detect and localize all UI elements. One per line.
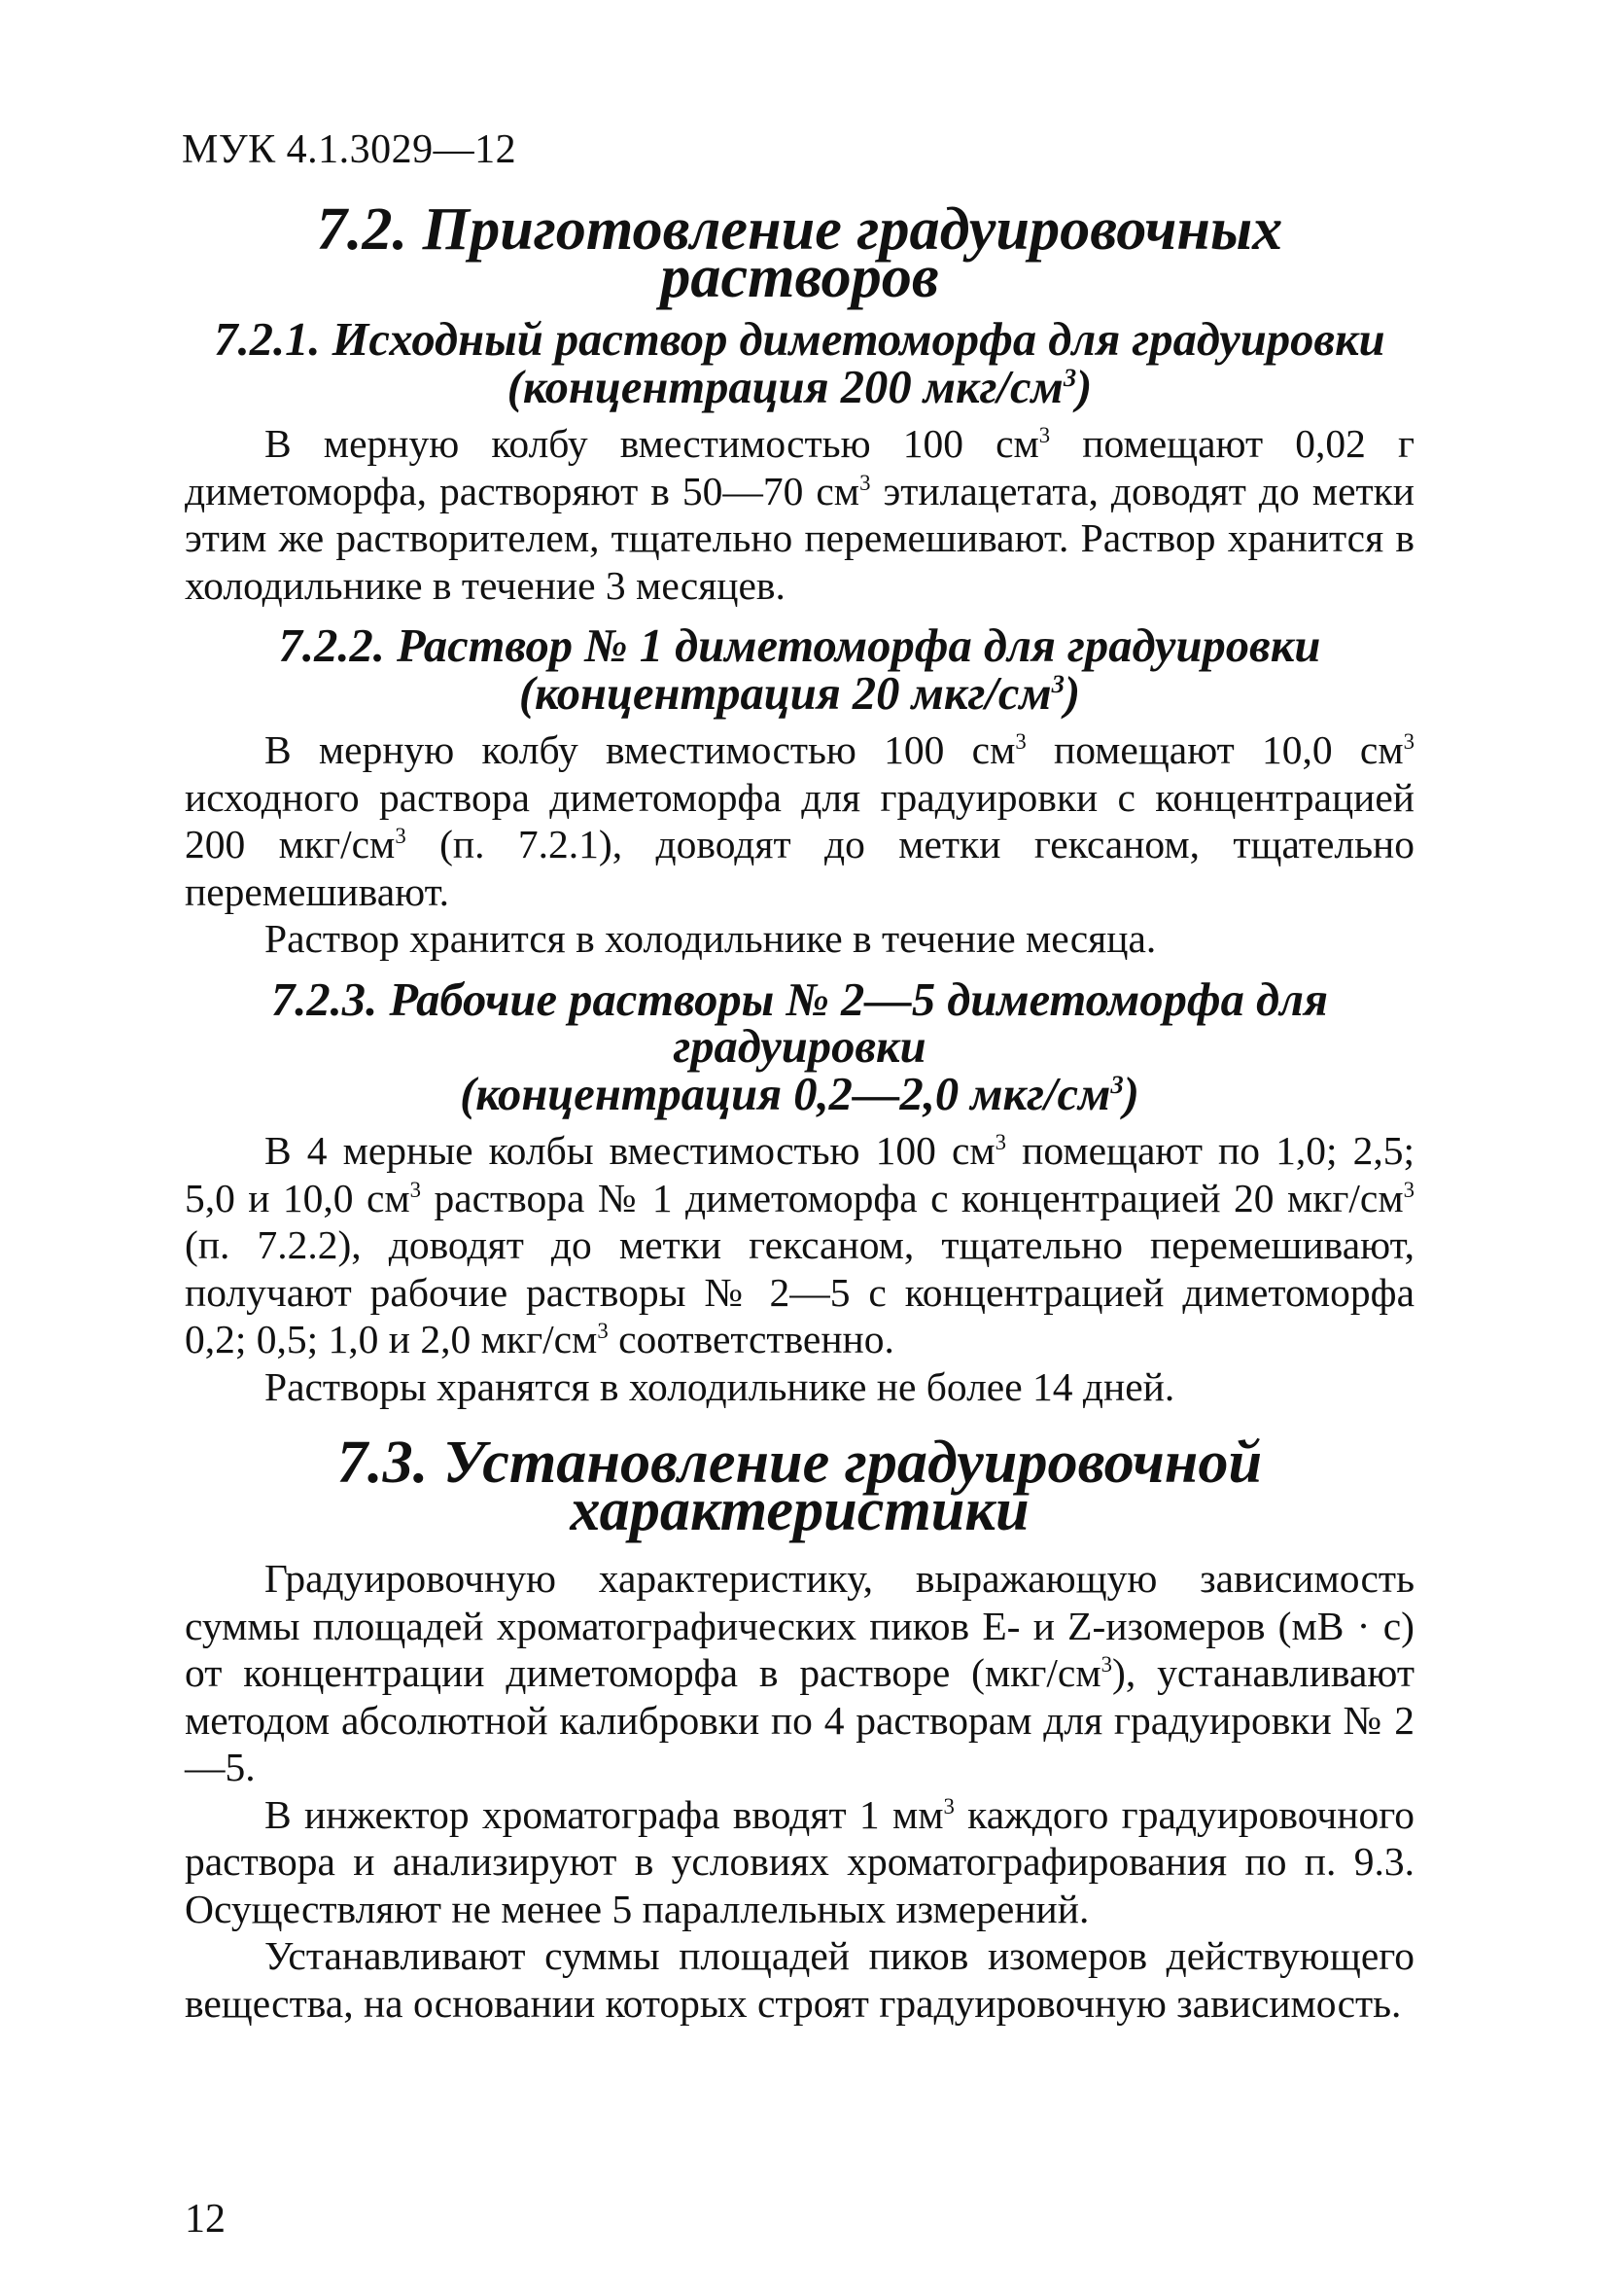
section-7-3-paragraph-1 xyxy=(185,1555,1415,1791)
paragraph-text: каждого градуировочного раствора и анализируют в условиях хроматографирования по п. 9.3. Осуществляют не менее 5 параллельных измерений. xyxy=(185,1791,1415,1931)
section-7-3-title-text: 7.3. Установление градуировочной характеристики xyxy=(336,1430,1263,1543)
section-7-3-title xyxy=(185,1430,1415,1543)
superscript: 3 xyxy=(395,824,406,849)
superscript: 3 xyxy=(1100,1652,1113,1678)
paragraph-text: соответственно. xyxy=(608,1317,894,1361)
section-7-2-title xyxy=(185,196,1415,310)
superscript: 3 xyxy=(1015,729,1027,755)
section-7-2-2-paragraph-1 xyxy=(185,726,1415,915)
title-text: (концентрация 200 мкг/см xyxy=(507,360,1064,413)
superscript: 3 xyxy=(1051,668,1066,698)
document-code-header: МУК 4.1.3029—12 xyxy=(182,127,517,172)
paragraph-text: В мерную колбу вместимостью 100 см xyxy=(264,421,1039,466)
superscript: 3 xyxy=(1110,1069,1124,1099)
superscript: 3 xyxy=(1403,1177,1415,1202)
section-7-2-2-paragraph-2: Раствор хранится в холодильнике в течение месяца. xyxy=(264,916,1157,961)
section-7-3-paragraph-2 xyxy=(185,1791,1415,1933)
superscript: 3 xyxy=(995,1130,1007,1155)
paragraph-text: В мерную колбу вместимостью 100 см xyxy=(264,727,1016,772)
title-text: ) xyxy=(1076,360,1093,413)
section-7-2-3-paragraph-2: Растворы хранятся в холодильнике не более 14 дней. xyxy=(264,1363,1175,1409)
section-7-2-1-title xyxy=(185,313,1415,413)
section-7-2-1-title-line2 xyxy=(185,360,1415,413)
paragraph-text: ), устанавливают методом абсолютной калибровки по 4 растворам для градуировки № 2—5. xyxy=(185,1650,1415,1789)
superscript: 3 xyxy=(859,470,871,495)
section-7-2-1-title-line1: 7.2.1. Исходный раствор диметоморфа для градуировки xyxy=(214,313,1385,366)
paragraph-text: (п. 7.2.1), доводят до метки гексаном, тщательно перемешивают. xyxy=(185,822,1415,914)
page-content xyxy=(185,196,1415,2027)
paragraph-text: В 4 мерные колбы вместимостью 100 см xyxy=(264,1128,996,1173)
superscript: 3 xyxy=(1063,362,1077,392)
paragraph-text: Градуировочную характеристику, выражающую зависимость суммы площадей хроматографических пиков Е- и Z-изомеров (мВ · с) от концентрации диметоморфа в растворе (мкг/см xyxy=(185,1556,1415,1695)
section-7-2-3-title-line2 xyxy=(185,1067,1415,1120)
paragraph-text: помещают 0,02 г диметоморфа, растворяют в 50—70 см xyxy=(185,421,1415,513)
section-7-2-3-title-line1: 7.2.3. Рабочие растворы № 2—5 диметоморфа для градуировки xyxy=(270,972,1329,1073)
title-text: ) xyxy=(1123,1067,1139,1120)
paragraph-text: помещают 10,0 см xyxy=(1026,727,1404,772)
paragraph-text: раствора № 1 диметоморфа с концентрацией 20 мкг/см xyxy=(421,1175,1404,1220)
superscript: 3 xyxy=(409,1177,422,1202)
paragraph-text: помещают по 1,0; 2,5; 5,0 и 10,0 см xyxy=(185,1128,1415,1220)
paragraph-text: исходного раствора диметоморфа для градуировки с концентрацией 200 мкг/см xyxy=(185,774,1415,866)
section-7-2-3-title xyxy=(185,972,1415,1120)
section-7-2-2-title xyxy=(185,619,1415,720)
section-7-3-paragraph-3: Устанавливают суммы площадей пиков изомеров действующего вещества, на основании которых строят градуировочную зависимость. xyxy=(185,1933,1415,2026)
title-text: ) xyxy=(1065,666,1081,720)
superscript: 3 xyxy=(597,1319,609,1344)
paragraph-text: В инжектор хроматографа вводят 1 мм xyxy=(264,1791,944,1837)
section-7-2-2-title-line1: 7.2.2. Раствор № 1 диметоморфа для градуировки xyxy=(278,619,1321,672)
section-7-2-2-title-line2 xyxy=(185,666,1415,720)
paragraph-text: этилацетата, доводят до метки этим же растворителем, тщательно перемешивают. Раствор хранится в холодильнике в течение 3 месяцев. xyxy=(185,468,1415,608)
section-7-2-1-paragraph xyxy=(185,420,1415,609)
section-7-2-3-paragraph-1 xyxy=(185,1127,1415,1363)
superscript: 3 xyxy=(1038,423,1051,448)
title-text: (концентрация 0,2—2,0 мкг/см xyxy=(460,1067,1111,1120)
superscript: 3 xyxy=(943,1793,955,1819)
superscript: 3 xyxy=(1403,729,1415,755)
section-7-2-title-text: 7.2. Приготовление градуировочных растворов xyxy=(316,196,1283,310)
page-number: 12 xyxy=(185,2197,226,2242)
title-text: (концентрация 20 мкг/см xyxy=(518,666,1052,720)
paragraph-text: (п. 7.2.2), доводят до метки гексаном, тщательно перемешивают, получают рабочие растворы № 2—5 с концентрацией диметоморфа 0,2; 0,5; 1,0 и 2,0 мкг/см xyxy=(185,1222,1415,1361)
